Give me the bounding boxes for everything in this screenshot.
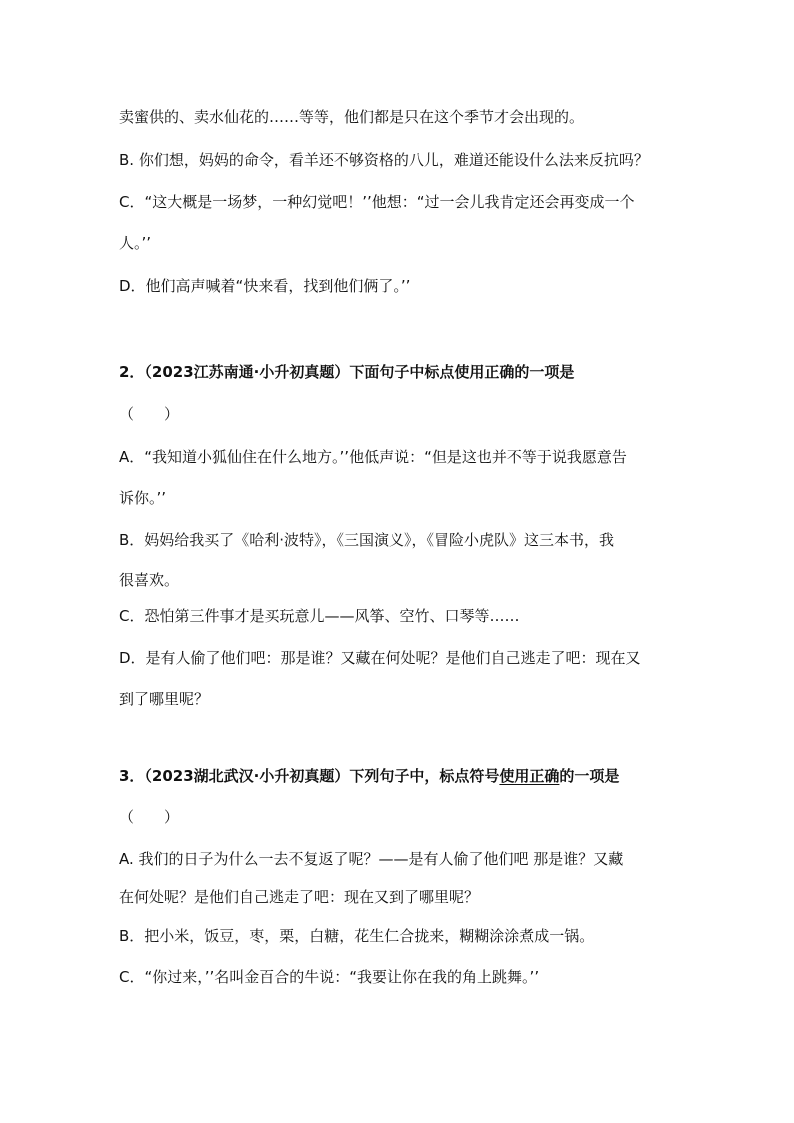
question3-option-b: B．把小米，饭豆，枣，栗，白糖，花生仁合拢来，糊糊涂涂煮成一锅。: [119, 927, 595, 945]
question2-option-d-line1: D．是有人偷了他们吧：那是谁？又藏在何处呢？是他们自己逃走了吧：现在又: [119, 649, 641, 667]
block1-option-c-line2: 人。’’: [119, 234, 152, 252]
question2-option-b-line1: B．妈妈给我买了《哈利·波特》，《三国演义》，《冒险小虎队》这三本书，我: [119, 531, 615, 549]
block1-option-b: B. 你们想，妈妈的命令，看羊还不够资格的八儿，难道还能设什么法来反抗吗？: [119, 151, 649, 169]
question2-option-a-line2: 诉你。’’: [119, 489, 167, 507]
question3-title-suffix: 的一项是: [559, 767, 620, 785]
question2-option-a-line1: A．“我知道小狐仙住在什么地方。’’他低声说：“但是这也并不等于说我愿意告: [119, 448, 627, 466]
question3-option-a-line1: A. 我们的日子为什么一去不复返了呢？——是有人偷了他们吧 那是谁？又藏: [119, 850, 624, 868]
block1-option-d: D．他们高声喊着“快来看，找到他们俩了。’’: [119, 277, 411, 295]
question2-answer-bracket: （ ）: [119, 405, 180, 423]
question2-option-c: C．恐怕第三件事才是买玩意儿——风筝、空竹、口琴等……: [119, 607, 520, 625]
question2-title: 2．（2023江苏南通·小升初真题）下面句子中标点使用正确的一项是: [119, 363, 575, 381]
question2-option-b-line2: 很喜欢。: [119, 571, 180, 589]
question3-title-underlined: 使用正确: [499, 767, 560, 785]
block1-option-c-line1: C．“这大概是一场梦，一种幻觉吧！’’他想：“过一会儿我肯定还会再变成一个: [119, 193, 635, 211]
block1-line1: 卖蜜供的、卖水仙花的……等等，他们都是只在这个季节才会出现的。: [119, 108, 585, 126]
question3-title: [119, 766, 619, 786]
question3-option-c: C．“你过来，’’名叫金百合的牛说：“我要让你在我的角上跳舞。’’: [119, 968, 540, 986]
question3-answer-bracket: （ ）: [119, 808, 180, 826]
question2-option-d-line2: 到了哪里呢？: [119, 690, 210, 708]
question3-title-prefix: 3．（2023湖北武汉·小升初真题）下列句子中，标点符号: [119, 767, 500, 785]
question3-option-a-line2: 在何处呢？是他们自己逃走了吧：现在又到了哪里呢？: [119, 888, 480, 906]
